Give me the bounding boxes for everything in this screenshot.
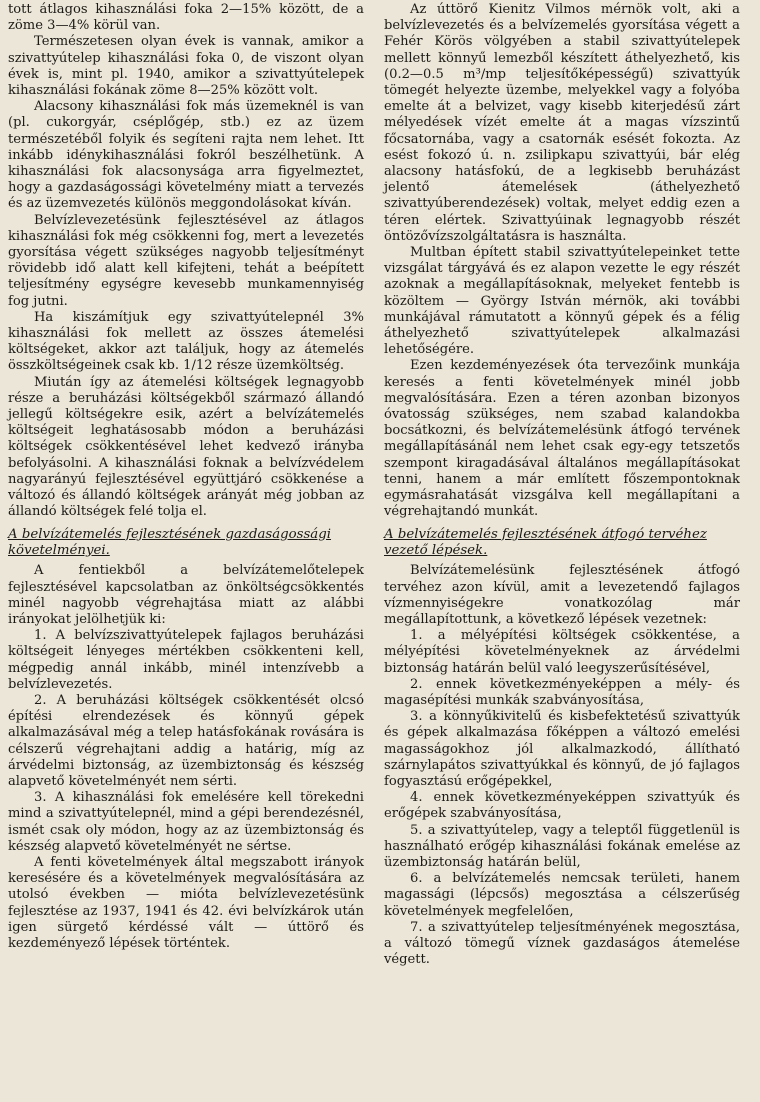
section-heading: A belvízátemelés fejlesztésének átfogó tervéhez vezető lépések. bbox=[384, 526, 707, 558]
paragraph: Az úttörő Kienitz Vilmos mérnök volt, aki a belvízlevezetés és a belvízemelés gyorsítása végett a Fehér Körös völgyében a stabil szivattyútelepek mellett könnyű lemezből készített áthelyezhető, kis (0.2—0.5 m³/mp teljesítőképességű) szivattyúk tömegét helyezte üzembe, melyekkel vagy a folyóba emelte át a belvizet, vagy kisebb kiterjedésű zárt mélyedések vízét emelte át a magas vízszintű főcsatornába, vagy a csatornák esését fokozta. Az esést fokozó ú. n. zsilipkapu szivattyúi, bár elég alacsony hatásfokú, de a legkisebb beruházást jelentő átemelések (áthelyezhető szivattyúberendezések) voltak, melyet eddig ezen a téren elértek. Szivattyúinak legnagyobb részét öntözővízszolgáltatásra is használta. bbox=[384, 2, 740, 244]
paragraph: Természetesen olyan évek is vannak, amikor a szivattyútelep kihasználási foka 0, de viszont olyan évek is, mint pl. 1940, amikor a szivattyútelepek kihasználási fokának zöme 8—25% között volt. bbox=[8, 34, 364, 99]
paragraph: Belvízátemelésünk fejlesztésének átfogó tervéhez azon kívül, amit a levezetendő fajlagos vízmennyiségekre vonatkozólag már megállapítottunk, a következő lépések vezetnek: bbox=[384, 563, 740, 627]
list-item: 6. a belvízátemelés nemcsak területi, hanem magassági (lépcsős) megosztása a célszerűség követelmények megfelelően, bbox=[384, 871, 740, 919]
list-item: 4. ennek következményeképpen szivattyúk és erőgépek szabványosítása, bbox=[384, 790, 740, 822]
paragraph: Ha kiszámítjuk egy szivattyútelepnél 3% kihasználási fok mellett az összes átemelési költségeket, akkor azt találjuk, hogy az átemelés összköltségeinek csak kb. 1/12 része üzemköltség. bbox=[8, 309, 364, 374]
list-item: 2. A beruházási költségek csökkentését olcsó építési elrendezések és könnyű gépek alkalmazásával még a telep hatásfokának rovására is célszerű végrehajtani addig a határig, míg az árvédelmi biztonság, az üzembiztonság és készség alapvető követelményét nem sérti. bbox=[8, 692, 364, 789]
paragraph: Ezen kezdeményezések óta tervezőink munkája keresés a fenti követelmények minél jobb megvalósítására. Ezen a téren azonban bizonyos óvatosság szükséges, nem szabad kalandokba bocsátkozni, és belvízátemelésünk átfogó tervének megállapításánál nem lehet csak egy-egy tetszetős szempont kiragadásával általános megállapításokat tenni, hanem a már említett főszempontoknak egymásrahatását vizsgálva kell megállapítani a végrehajtandó munkát. bbox=[384, 358, 740, 520]
list-item: 3. a könnyűkivitelű és kisbefektetésű szivattyúk és gépek alkalmazása főképpen a változó emelési magasságokhoz jól alkalmazkodó, állítható szárnylapátos szivattyúkkal és könnyű, de jó fajlagos fogyasztású erőgépekkel, bbox=[384, 709, 740, 789]
paragraph: A fenti követelmények által megszabott irányok keresésére és a követelmények megvalósítására az utolsó években — miótа belvízlevezetésünk fejlesztése az 1937, 1941 és 42. évi belvízkárok után igen sürgető kérdéssé vált — úttörő és kezdeményező lépések történtek. bbox=[8, 854, 364, 951]
list-item: 3. A kihasználási fok emelésére kell törekedni mind a szivattyútelepnél, mind a gépi berendezésnél, ismét csak oly módon, hogy az az üzembiztonság és készség alapvető követelményét ne sértse. bbox=[8, 790, 364, 854]
paragraph: Miután így az átemelési költségek legnagyobb része a beruházási költségekből származó állandó jellegű költségekre esik, azért a belvízátemelés költségeit leghatásosabb módon a beruházási költségek csökkentésével lehet kedvező irányba befolyásolni. A kihasználási foknak a belvízvédelem nagyarányú fejlesztésével együttjáró csökkenése a változó és állandó költségek arányát még jobban az állandó költségek felé tolja el. bbox=[8, 374, 364, 520]
paragraph: A fentiekből a belvízátemelőtelepek fejlesztésével kapcsolatban az önköltségcsökkentés minél nagyobb végrehajtása miatt az alábbi irányokat jelölhetjük ki: bbox=[8, 563, 364, 627]
list-item: 5. a szivattyútelep, vagy a teleptől függetlenül is használható erőgép kihasználási fokának emelése az üzembiztonság határán belül, bbox=[384, 822, 740, 870]
list-item: 1. a mélyépítési költségek csökkentése, a mélyépítési követelményeknek az árvédelmi biztonság határán belül való leegyszerűsítésével, bbox=[384, 628, 740, 676]
paragraph: Alacsony kihasználási fok más üzemeknél is van (pl. cukorgyár, cséplőgép, stb.) ez az üzem természetéből folyik és segíteni rajta nem lehet. Itt inkább idénykihasználási fokról beszélhetünk. A kihasználási fok alacsonysága arra figyelmeztet, hogy a gazdaságossági követelmény miatt a tervezés és az üzemvezetés különös meggondolásokat kíván. bbox=[8, 99, 364, 212]
list-item: 2. ennek következményeképpen a mély- és magasépítési munkák szabványosítása, bbox=[384, 676, 740, 708]
list-item: 1. A belvízszivattyútelepek fajlagos beruházási költségeit lényeges mértékben csökkenteni kell, mégpedig annál inkább, minél intenzívebb a belvízlevezetés. bbox=[8, 628, 364, 692]
right-column bbox=[384, 2, 740, 1102]
section-heading: A belvízátemelés fejlesztésének gazdaságossági követelményei. bbox=[8, 526, 332, 558]
paragraph: Belvízlevezetésünk fejlesztésével az átlagos kihasználási fok még csökkenni fog, mert a levezetés gyorsítása végett szükséges nagyobb teljesítményt rövidebb idő alatt kell kifejteni, tehát a beépített teljesítmény egységre kevesebb munkamennyiség fog jutni. bbox=[8, 212, 364, 309]
paragraph: Multban épített stabil szivattyútelepeinket tette vizsgálat tárgyává és ez alapon vezette le egy részét azoknak a megállapításoknak, melyeket fentebb is közöltem — György István mérnök, aki további munkájával rámutatott a könnyű gépek és a félig áthelyezhető szivattyútelepek alkalmazási lehetőségére. bbox=[384, 245, 740, 358]
list-item: 7. a szivattyútelep teljesítményének megosztása, a változó tömegű víznek gazdaságos átemelése végett. bbox=[384, 919, 740, 968]
left-column bbox=[8, 2, 364, 1102]
paragraph: tott átlagos kihasználási foka 2—15% között, de a zöme 3—4% körül van. bbox=[8, 2, 364, 34]
